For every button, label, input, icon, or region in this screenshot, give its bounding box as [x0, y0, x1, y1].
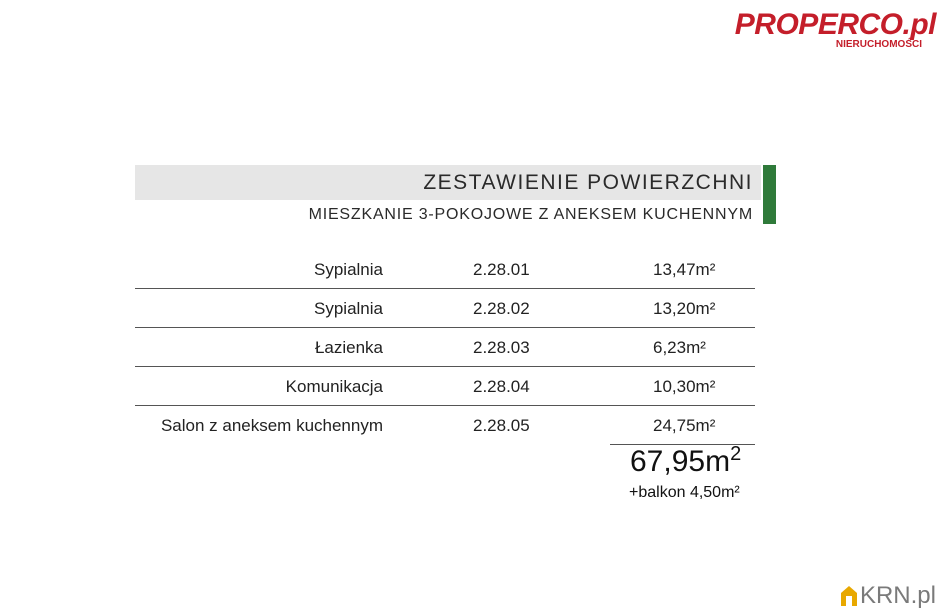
table-row — [135, 250, 755, 289]
area-table — [135, 250, 755, 444]
total-area — [630, 445, 741, 479]
house-icon — [840, 585, 858, 607]
room-name: Sypialnia — [314, 260, 383, 279]
total-value: 67,95m — [630, 445, 731, 478]
krn-watermark — [840, 582, 936, 610]
table-row — [135, 328, 755, 367]
table-title: ZESTAWIENIE POWIERZCHNI — [423, 171, 753, 194]
accent-bar — [763, 165, 776, 224]
room-code: 2.28.05 — [473, 416, 530, 435]
table-row — [135, 406, 755, 444]
table-subtitle: MIESZKANIE 3-POKOJOWE Z ANEKSEM KUCHENNYM — [308, 206, 753, 223]
room-area: 10,30m² — [653, 377, 716, 396]
table-row — [135, 289, 755, 328]
room-name: Salon z aneksem kuchennym — [160, 416, 383, 435]
room-code: 2.28.01 — [473, 260, 530, 279]
logo-title: PROPERCO.pl — [734, 8, 936, 41]
table-row — [135, 367, 755, 406]
balcony-area: +balkon 4,50m² — [629, 484, 740, 501]
room-area: 13,47m² — [653, 260, 716, 279]
total-unit-exponent: 2 — [730, 443, 742, 465]
room-area: 24,75m² — [653, 416, 716, 435]
room-name: Łazienka — [314, 338, 383, 357]
properco-logo — [735, 8, 936, 50]
room-area: 6,23m² — [653, 338, 706, 357]
room-name: Komunikacja — [285, 377, 383, 396]
logo-subtitle: NIERUCHOMOŚCI — [835, 39, 922, 50]
room-area: 13,20m² — [653, 299, 716, 318]
room-code: 2.28.02 — [473, 299, 530, 318]
watermark-text: KRN.pl — [859, 582, 936, 609]
room-code: 2.28.03 — [473, 338, 530, 357]
room-code: 2.28.04 — [473, 377, 530, 396]
room-name: Sypialnia — [314, 299, 383, 318]
